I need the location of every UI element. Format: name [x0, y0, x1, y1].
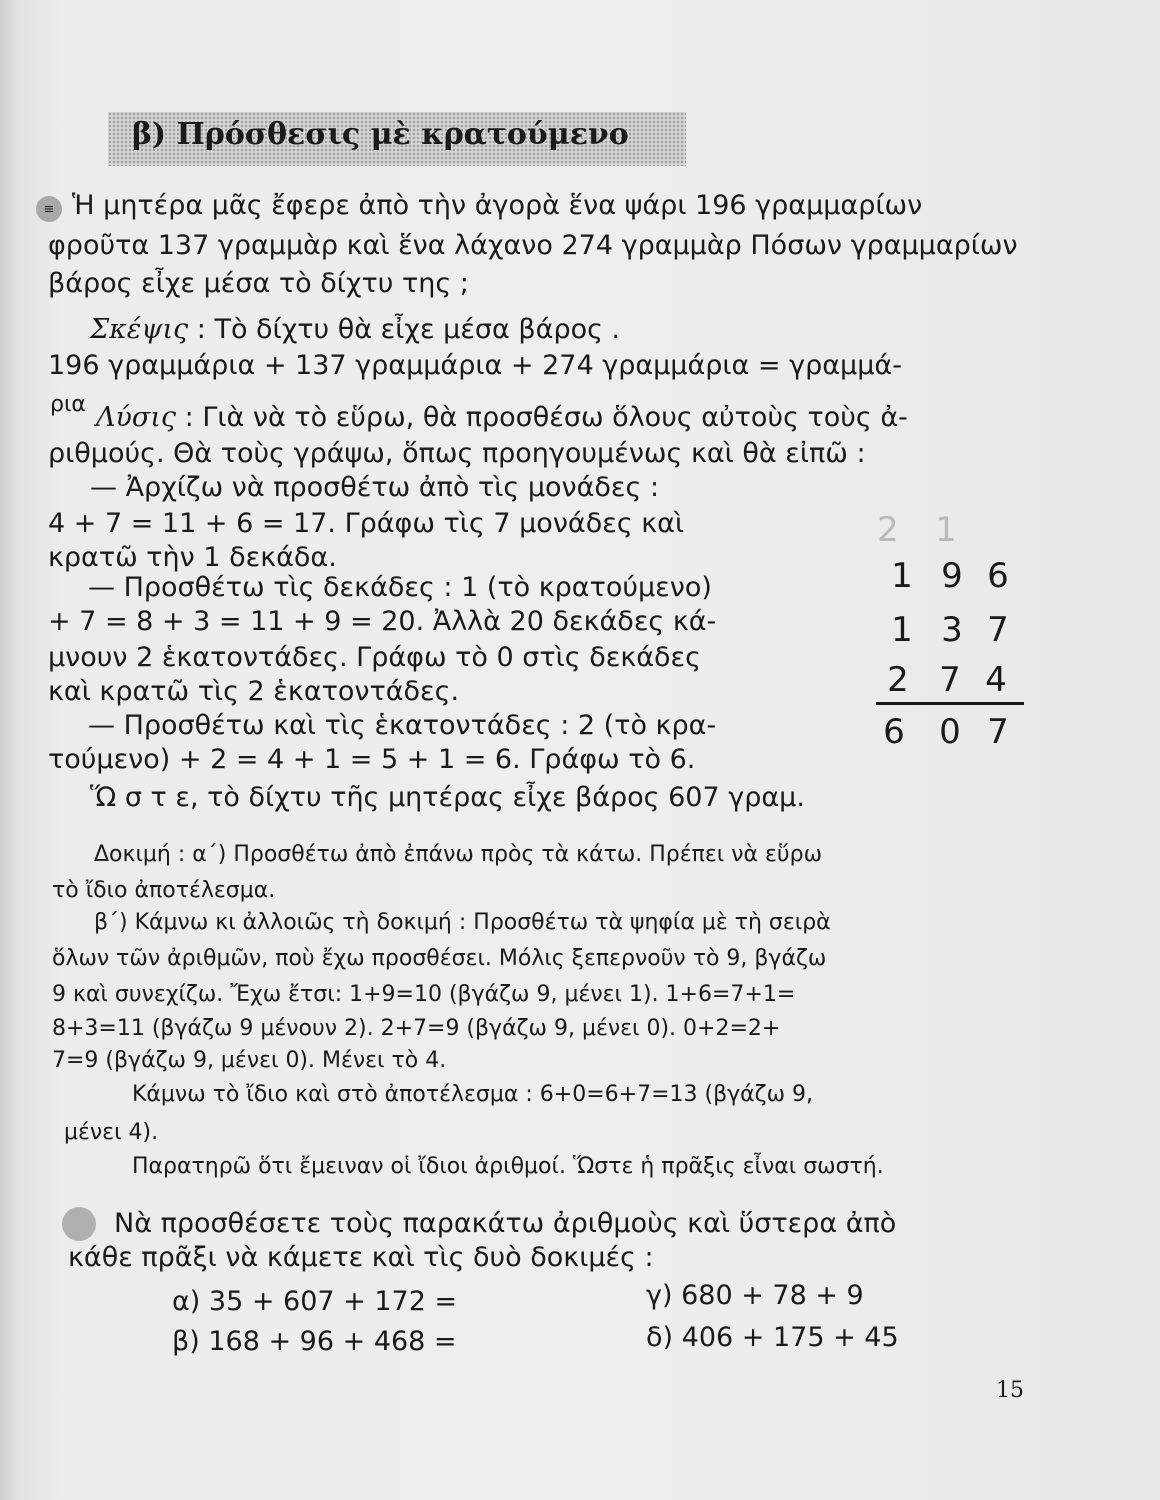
carry-digit: 2	[877, 510, 899, 550]
lysis-line-6: — Προσθέτω τὶς δεκάδες : 1 (τὸ κρατούμενο)	[88, 572, 712, 603]
equal-bars-icon: ≡	[36, 196, 62, 222]
lysis-line-8: μνουν 2 ἑκατοντάδες. Γράφω τὸ 0 στὶς δεκάδες	[48, 642, 701, 673]
dokimi-line-2: τὸ ἴδιο ἀποτέλεσμα.	[52, 878, 276, 903]
result-digit: 6	[883, 712, 905, 752]
dokimi-line-5: 9 καὶ συνεχίζω. Ἔχω ἔτσι: 1+9=10 (βγάζω 9, μένει 1). 1+6=7+1=	[52, 982, 796, 1007]
task-c: γ) 680 + 78 + 9	[646, 1280, 864, 1311]
skepsis-line	[90, 316, 620, 343]
lysis-text-1: : Γιὰ νὰ τὸ εὕρω, θὰ προσθέσω ὅλους αὐτοὺς τοὺς ἀ-	[184, 402, 908, 433]
lysis-line-5: κρατῶ τὴν 1 δεκάδα.	[48, 542, 337, 573]
dokimi-line-9: μένει 4).	[64, 1120, 159, 1145]
equation-line: 196 γραμμάρια + 137 γραμμάρια + 274 γραμμάρια = γραμμά-	[48, 350, 902, 381]
task-d: δ) 406 + 175 + 45	[646, 1322, 899, 1353]
section-title: β) Πρόσθεσις μὲ κρατούμενο	[132, 117, 629, 152]
sum-digit: 9	[941, 556, 963, 596]
lysis-label: Λύσις	[96, 402, 177, 433]
lysis-line-3: — Ἀρχίζω νὰ προσθέτω ἀπὸ τὶς μονάδες :	[90, 472, 660, 503]
result-digit: 7	[987, 712, 1009, 752]
problem-line-2: φροῦτα 137 γραμμὰρ καὶ ἕνα λάχανο 274 γραμμὰρ Πόσων γραμμαρίων	[48, 230, 1018, 261]
lysis-line-1	[96, 404, 908, 431]
lysis-line-2: ριθμούς. Θὰ τοὺς γράψω, ὅπως προηγουμένως καὶ θὰ εἰπῶ :	[48, 438, 866, 469]
dokimi-line-1: Δοκιμή : α΄) Προσθέτω ἀπὸ ἐπάνω πρὸς τὰ κάτω. Πρέπει νὰ εὕρω	[94, 842, 823, 867]
dokimi-line-3: β΄) Κάμνω κι ἀλλοιῶς τὴ δοκιμή : Προσθέτω τὰ ψηφία μὲ τὴ σειρὰ	[94, 910, 831, 935]
lysis-line-11: τούμενο) + 2 = 4 + 1 = 5 + 1 = 6. Γράφω τὸ 6.	[48, 744, 696, 775]
dokimi-line-7: 7=9 (βγάζω 9, μένει 0). Μένει τὸ 4.	[52, 1048, 447, 1073]
sum-digit: 6	[987, 556, 1009, 596]
problem-line-1: Ἡ μητέρα μᾶς ἔφερε ἀπὸ τὴν ἀγορὰ ἕνα ψάρι 196 γραμμαρίων	[72, 190, 923, 221]
task-b: β) 168 + 96 + 468 =	[172, 1326, 457, 1357]
skepsis-label: Σκέψις	[90, 314, 189, 345]
sum-digit: 7	[987, 610, 1009, 650]
sum-digit: 2	[887, 660, 909, 700]
lysis-line-9: καὶ κρατῶ τὶς 2 ἑκατοντάδες.	[48, 676, 460, 707]
skepsis-text: : Τὸ δίχτυ θὰ εἶχε μέσα βάρος .	[196, 314, 621, 345]
result-digit: 0	[939, 712, 961, 752]
lysis-line-10: — Προσθέτω καὶ τὶς ἑκατοντάδες : 2 (τὸ κρα-	[88, 710, 717, 741]
task-a: α) 35 + 607 + 172 =	[172, 1286, 458, 1317]
carry-digit: 1	[935, 510, 957, 550]
sum-rule	[876, 702, 1024, 705]
sum-digit: 1	[891, 556, 913, 596]
sum-digit: 4	[985, 660, 1007, 700]
dokimi-line-8: Κάμνω τὸ ἴδιο καὶ στὸ ἀποτέλεσμα : 6+0=6+7=13 (βγάζω 9,	[132, 1082, 814, 1107]
dokimi-line-10: Παρατηρῶ ὅτι ἔμειναν οἱ ἴδιοι ἀριθμοί. Ὥστε ἡ πρᾶξις εἶναι σωστή.	[132, 1154, 884, 1179]
sum-digit: 3	[941, 610, 963, 650]
sum-digit: 1	[891, 610, 913, 650]
lysis-line-4: 4 + 7 = 11 + 6 = 17. Γράφω τὶς 7 μονάδες καὶ	[48, 508, 685, 539]
problem-line-3: βάρος εἶχε μέσα τὸ δίχτυ της ;	[48, 268, 469, 299]
conclusion-line: Ὥ σ τ ε, τὸ δίχτυ τῆς μητέρας εἶχε βάρος 607 γραμ.	[90, 782, 805, 813]
dokimi-line-6: 8+3=11 (βγάζω 9 μένουν 2). 2+7=9 (βγάζω 9, μένει 0). 0+2=2+	[52, 1016, 781, 1041]
page-number: 15	[996, 1378, 1024, 1403]
lysis-line-7: + 7 = 8 + 3 = 11 + 9 = 20. Ἀλλὰ 20 δεκάδες κά-	[48, 606, 717, 637]
dot-icon	[62, 1207, 96, 1241]
exercise-line-1: Νὰ προσθέσετε τοὺς παρακάτω ἀριθμοὺς καὶ ὕστερα ἀπὸ	[114, 1208, 897, 1239]
sum-digit: 7	[939, 660, 961, 700]
dokimi-line-4: ὅλων τῶν ἀριθμῶν, ποὺ ἔχω προσθέσει. Μόλις ξεπερνοῦν τὸ 9, βγάζω	[52, 946, 827, 971]
equation-end: ρια	[50, 392, 86, 417]
exercise-line-2: κάθε πρᾶξι νὰ κάμετε καὶ τὶς δυὸ δοκιμές :	[68, 1242, 654, 1273]
